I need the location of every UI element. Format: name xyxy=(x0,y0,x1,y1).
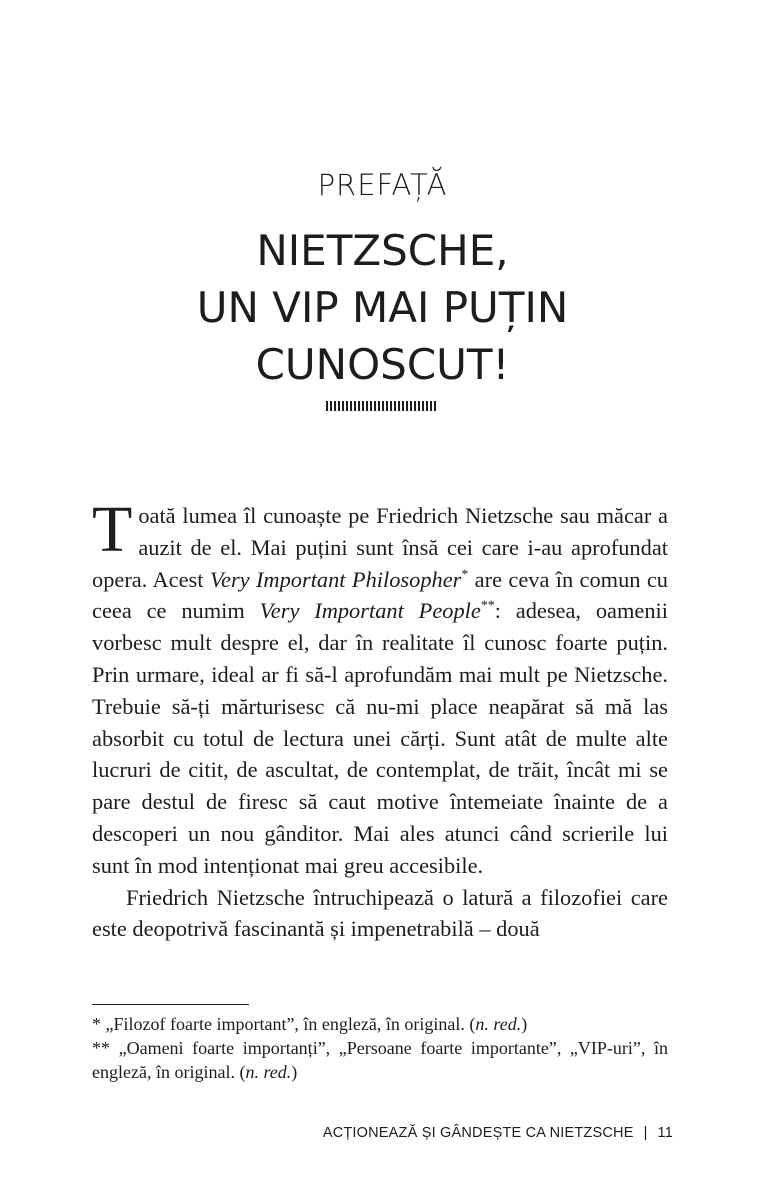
footnote-2-marker: ** xyxy=(92,1038,110,1058)
paragraph-1-part-c: : adesea, oamenii vorbesc mult despre el, dar în realitate îl cunosc foarte puțin. Prin urmare, ideal ar fi să-l aprofundăm mai mult pe Nietzsche. Trebuie să-ți mărturisesc că nu-mi place neapărat să mă las absorbit cu totul de lectura unei cărți. Sunt atât de multe alte lucruri de citit, de ascultat, de contemplat, de trăit, încât mi se pare destul de firesc să caut motive întemeiate înainte de a descoperi un nou gânditor. Mai ales atunci când scrierile lui sunt în mod intenționat mai greu accesibile. xyxy=(92,598,668,878)
chapter-title-line-2: UN VIP MAI PUȚIN xyxy=(196,283,569,332)
paragraph-1-part-a: oată lumea îl cunoaște pe Friedrich Nietzsche sau măcar a auzit de el. Mai puțini sunt însă cei care i-au aprofundat opera. Acest xyxy=(92,503,668,592)
chapter-title-line-3: CUNOSCUT! xyxy=(255,340,510,389)
footnote-1-close: ) xyxy=(521,1014,528,1034)
title-ornament xyxy=(326,401,438,411)
footnotes xyxy=(92,1012,668,1084)
drop-cap: T xyxy=(92,493,133,566)
paragraph-2: Friedrich Nietzsche întruchipează o latură a filozofiei care este deopotrivă fascinantă și impenetrabilă – două xyxy=(92,884,668,942)
footnote-1-marker: * xyxy=(92,1014,101,1034)
paragraph-1 xyxy=(92,493,668,882)
footnote-2-text: „Oameni foarte importanți”, „Persoane foarte importante”, „VIP-uri”, în engleză, în original. ( xyxy=(92,1038,668,1082)
running-footer xyxy=(323,1125,673,1141)
body-text xyxy=(92,493,668,945)
chapter-title-line-1: NIETZSCHE, xyxy=(256,226,509,275)
footnote-2-note: n. red. xyxy=(245,1062,292,1082)
footnote-ref-1: * xyxy=(461,567,469,583)
italic-very-important-philosopher: Very Important Philosopher xyxy=(209,566,462,592)
footnote-2 xyxy=(92,1036,668,1084)
footnote-1 xyxy=(92,1012,668,1036)
footnote-divider xyxy=(92,1004,249,1005)
footnote-ref-2: ** xyxy=(480,598,495,614)
footnote-1-text: „Filozof foarte important”, în engleză, în original. ( xyxy=(101,1014,476,1034)
chapter-label: PREFAȚĂ xyxy=(317,168,448,202)
footnote-2-close: ) xyxy=(291,1062,298,1082)
paragraph-1-part-b: are ceva în comun cu ceea ce numim xyxy=(92,566,668,624)
footnote-1-note: n. red. xyxy=(475,1014,522,1034)
italic-very-important-people: Very Important People xyxy=(259,598,481,624)
page-number: 11 xyxy=(657,1125,673,1141)
chapter-title xyxy=(0,222,765,393)
running-footer-separator: | xyxy=(643,1125,648,1141)
running-footer-title: ACȚIONEAZĂ ȘI GÂNDEȘTE CA NIETZSCHE xyxy=(322,1125,634,1141)
